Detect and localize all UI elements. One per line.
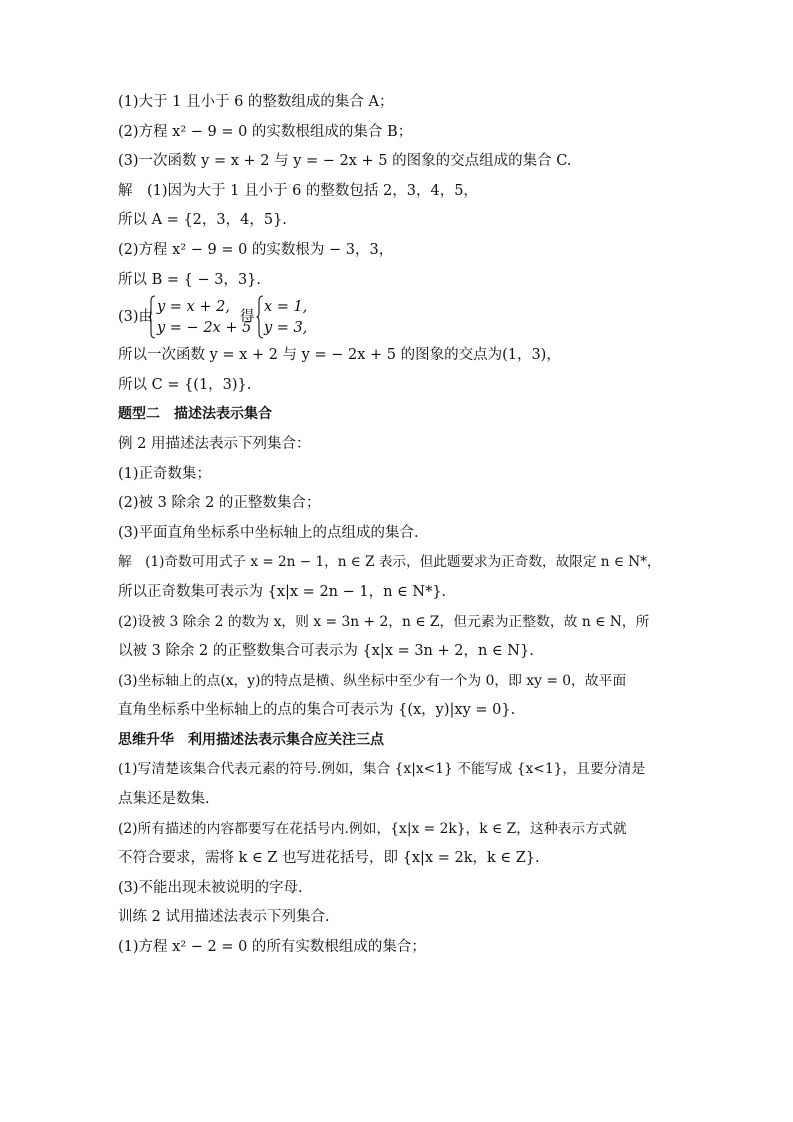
section-heading: 题型二 描述法表示集合: [118, 406, 272, 423]
text-line: (1)大于 1 且小于 6 的整数组成的集合 A；: [118, 94, 394, 110]
system-results: [264, 297, 307, 339]
exercise-title: 训练 2 试用描述法表示下列集合.: [118, 909, 330, 926]
text-line: 所以 A = {2，3，4，5}.: [118, 212, 287, 229]
text-line: (1)正奇数集；: [118, 465, 212, 482]
system-eq-2: y = − 2x + 5: [157, 320, 252, 337]
system-res-1: x = 1,: [264, 299, 308, 316]
text-line: 直角坐标系中坐标轴上的点的集合可表示为 {(x，y)|xy = 0}.: [118, 702, 516, 719]
system-res-2: y = 3,: [264, 320, 308, 337]
document-page: [118, 88, 680, 963]
system-connector: 得: [240, 309, 255, 326]
system-equations: [157, 297, 251, 339]
text-line: (2)方程 x² − 9 = 0 的实数根组成的集合 B；: [118, 123, 413, 140]
equation-system-row: [118, 295, 680, 341]
example-title: 例 2 用描述法表示下列集合：: [118, 435, 311, 452]
system-prefix: (3)由: [118, 309, 154, 326]
summary-heading: 思维升华 利用描述法表示集合应关注三点: [118, 731, 384, 748]
text-line: (3)不能出现未被说明的字母.: [118, 879, 303, 896]
text-line: (3)一次函数 y = x + 2 与 y = − 2x + 5 的图象的交点组成的集合 C.: [118, 153, 572, 170]
text-line: 解 (1)奇数可用式子 x = 2n − 1，n ∈ Z 表示，但此题要求为正奇数，故限定 n ∈ N*，: [118, 554, 661, 571]
system-eq-1: y = x + 2,: [157, 299, 230, 316]
text-line: 不符合要求，需将 k ∈ Z 也写进花括号，即 {x|x = 2k，k ∈ Z}.: [118, 850, 540, 867]
text-line: (1)写清楚该集合代表元素的符号.例如，集合 {x|x<1} 不能写成 {x<1}，且要分清是: [118, 761, 646, 778]
equation-system: [118, 295, 418, 341]
text-line: 所以 B = { − 3，3}.: [118, 271, 262, 288]
text-line: (3)坐标轴上的点(x，y)的特点是横、纵坐标中至少有一个为 0，即 xy = 0，故平面: [118, 672, 627, 689]
text-line: 所以正奇数集可表示为 {x|x = 2n − 1，n ∈ N*}.: [118, 583, 447, 600]
text-line: (1)方程 x² − 2 = 0 的所有实数根组成的集合；: [118, 939, 426, 956]
text-line: 以被 3 除余 2 的正整数集合可表示为 {x|x = 3n + 2，n ∈ N}.: [118, 643, 534, 660]
left-brace-icon: [148, 295, 156, 339]
text-line: (2)所有描述的内容都要写在花括号内.例如，{x|x = 2k}，k ∈ Z，这种表示方式就: [118, 820, 627, 837]
text-line: 解 (1)因为大于 1 且小于 6 的整数包括 2，3，4，5，: [118, 182, 478, 199]
text-line: 所以一次函数 y = x + 2 与 y = − 2x + 5 的图象的交点为(1，3)，: [118, 347, 561, 364]
text-line: (3)平面直角坐标系中坐标轴上的点组成的集合.: [118, 524, 419, 541]
left-brace-icon: [256, 295, 264, 339]
text-line: (2)方程 x² − 9 = 0 的实数根为 − 3，3，: [118, 241, 394, 258]
text-line: (2)设被 3 除余 2 的数为 x，则 x = 3n + 2，n ∈ Z，但元素为正整数，故 n ∈ N，所: [118, 613, 650, 630]
text-line: (2)被 3 除余 2 的正整数集合；: [118, 495, 321, 512]
text-line: 所以 C = {(1，3)}.: [118, 376, 252, 393]
text-line: 点集还是数集.: [118, 791, 210, 808]
